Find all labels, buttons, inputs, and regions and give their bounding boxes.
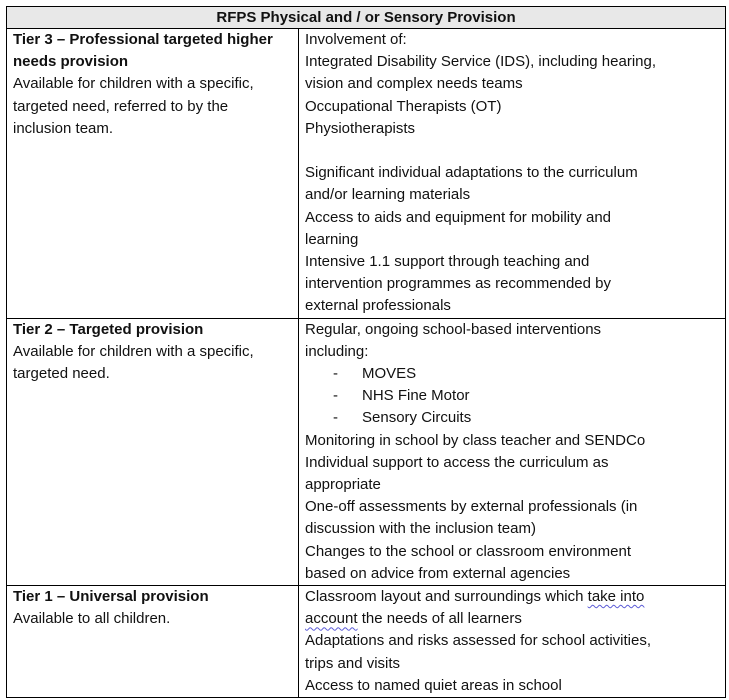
intervention-label: MOVES: [362, 365, 417, 383]
tier-2-row: [7, 318, 726, 585]
intervention-list-item: [305, 363, 719, 385]
tier-3-description-line-3: inclusion team.: [13, 119, 114, 137]
tier-2-provision-line: Individual support to access the curriculum as: [305, 453, 609, 471]
tier-1-provision-line: Adaptations and risks assessed for school activities,: [305, 632, 652, 650]
tier-1-provision-cell: [299, 586, 726, 698]
table-title: RFPS Physical and / or Sensory Provision: [7, 7, 726, 29]
provision-table: [6, 6, 726, 698]
tier-1-description-line: Available to all children.: [13, 610, 171, 628]
tier-3-provision-line: Physiotherapists: [305, 119, 416, 137]
tier-1-provision-line: [305, 586, 719, 608]
intervention-label: NHS Fine Motor: [362, 387, 470, 405]
tier-3-description-line-2: targeted need, referred to by the: [13, 97, 229, 115]
tier-1-row: [7, 586, 726, 698]
intervention-list-item: [305, 385, 719, 407]
tier-1-heading: Tier 1 – Universal provision: [13, 588, 209, 606]
tier-3-provision-line: Significant individual adaptations to the curriculum: [305, 164, 638, 182]
tier-2-intro-line: Regular, ongoing school-based interventions: [305, 320, 602, 338]
spellcheck-marked-text: account: [305, 610, 358, 628]
tier-2-label-cell: [7, 318, 299, 585]
tier-2-provision-line: Changes to the school or classroom environment: [305, 542, 632, 560]
tier-3-provision-line: Intensive 1.1 support through teaching and: [305, 253, 590, 271]
tier-2-intro-line: including:: [305, 342, 369, 360]
tier-3-label-cell: [7, 29, 299, 319]
tier-3-provision-line: Access to aids and equipment for mobility and: [305, 208, 611, 226]
tier-1-provision-line: Access to named quiet areas in school: [305, 676, 562, 694]
tier-2-provision-line: Monitoring in school by class teacher and SENDCo: [305, 431, 646, 449]
intervention-list-item: [305, 407, 719, 429]
tier-3-provision-line: Occupational Therapists (OT): [305, 97, 502, 115]
tier-3-heading-line-1: Tier 3 – Professional targeted higher: [13, 31, 273, 48]
tier-3-provision-line: learning: [305, 230, 359, 248]
tier-3-provision-line: and/or learning materials: [305, 186, 471, 204]
spellcheck-marked-text: take into: [587, 588, 645, 606]
tier-3-heading-line-2: needs provision: [13, 53, 129, 71]
intervention-label: Sensory Circuits: [362, 409, 472, 427]
tier-3-provision-line: Involvement of:: [305, 31, 407, 48]
tier-3-provision-line: external professionals: [305, 297, 451, 315]
tier-2-provision-line: discussion with the inclusion team): [305, 520, 536, 538]
tier-2-provision-line: One-off assessments by external professionals (in: [305, 498, 638, 516]
tier-2-provision-cell: [299, 318, 726, 585]
table-title-row: [7, 7, 726, 29]
tier-3-provision-line: vision and complex needs teams: [305, 75, 523, 93]
tier-3-provision-cell: [299, 29, 726, 319]
tier-2-provision-line: based on advice from external agencies: [305, 564, 571, 582]
blank-line: [305, 140, 719, 162]
tier-3-provision-line: intervention programmes as recommended by: [305, 275, 611, 293]
tier-1-text: the needs of all learners: [357, 610, 522, 628]
dash-marker: -: [333, 409, 338, 427]
tier-2-description-line-1: Available for children with a specific,: [13, 342, 254, 360]
tier-1-label-cell: [7, 586, 299, 698]
dash-marker: -: [333, 387, 338, 405]
tier-1-provision-line: [305, 608, 719, 630]
tier-1-text: Classroom layout and surroundings which: [305, 588, 588, 606]
tier-2-provision-line: appropriate: [305, 476, 381, 494]
dash-marker: -: [333, 365, 338, 383]
tier-3-row: [7, 29, 726, 319]
tier-3-provision-line: Integrated Disability Service (IDS), including hearing,: [305, 53, 656, 71]
provision-document: [6, 6, 726, 698]
tier-1-provision-line: trips and visits: [305, 654, 401, 672]
tier-3-description-line-1: Available for children with a specific,: [13, 75, 254, 93]
tier-2-heading: Tier 2 – Targeted provision: [13, 320, 204, 338]
tier-2-description-line-2: targeted need.: [13, 365, 110, 383]
